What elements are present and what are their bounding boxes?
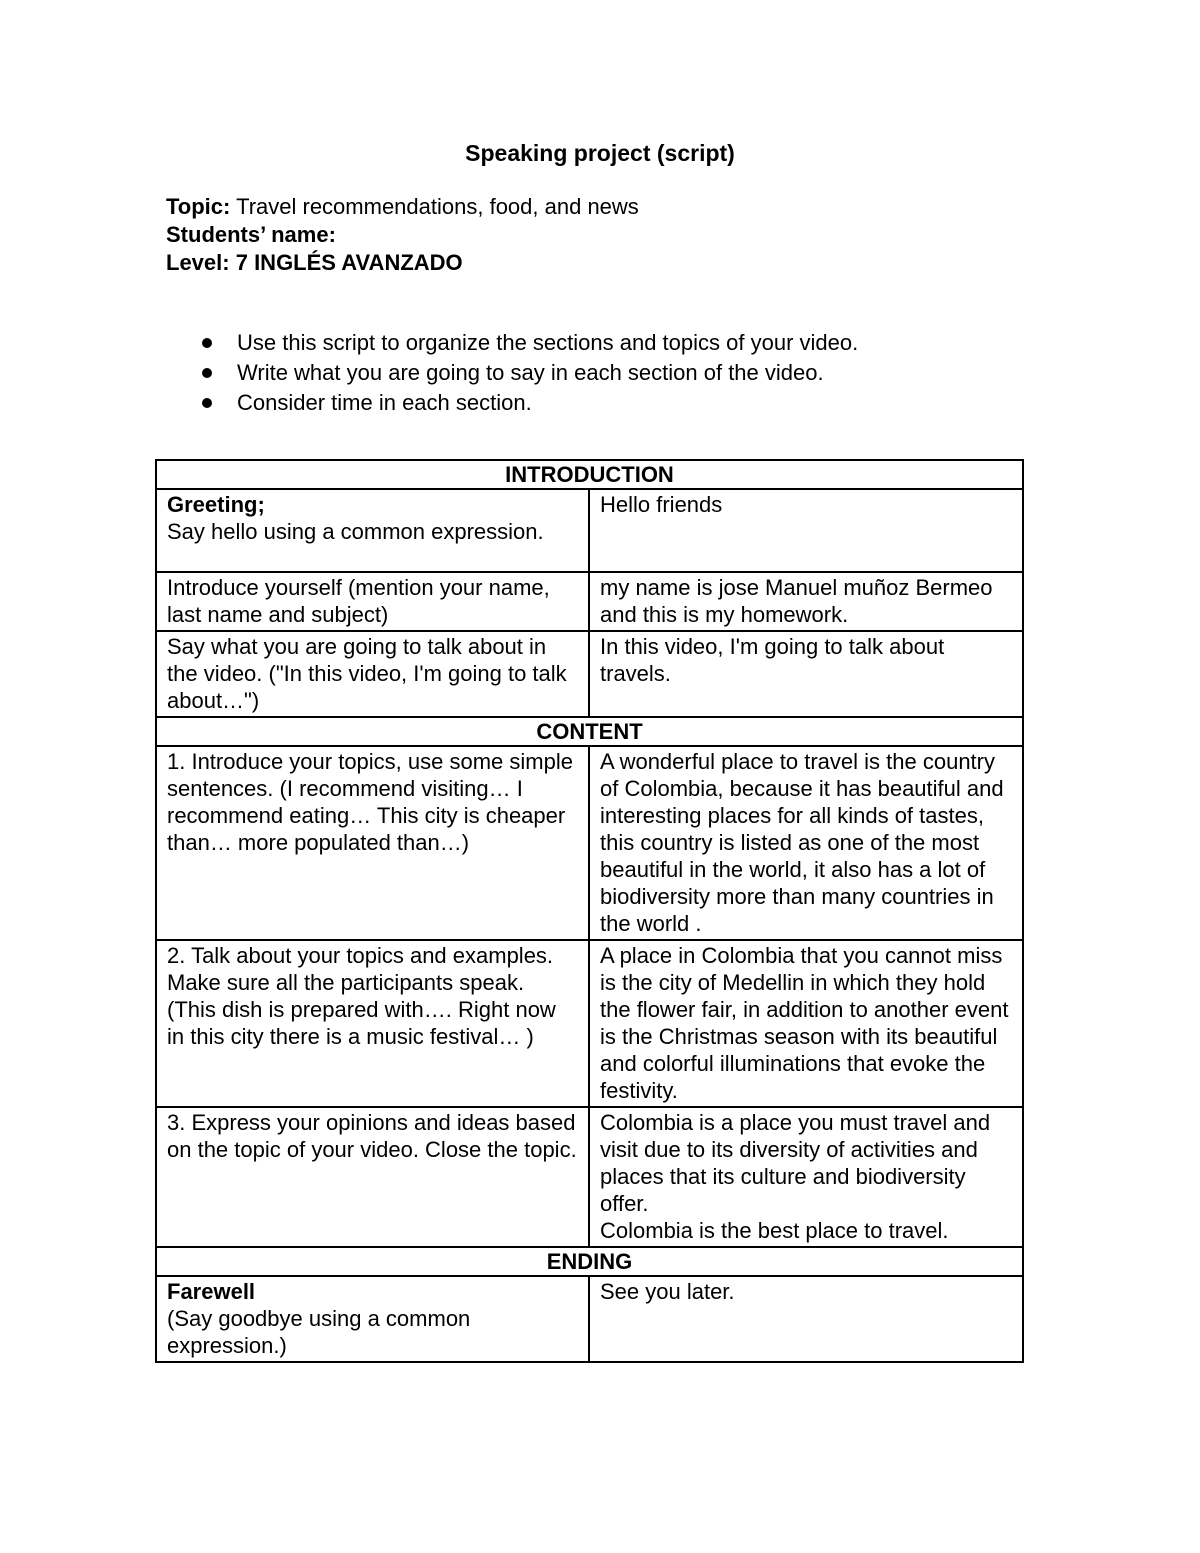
answer-text: Colombia is a place you must travel and visit due to its diversity of activities and places that its culture and biodiversity offer. (600, 1110, 991, 1216)
answer-cell (589, 572, 1023, 631)
answer-cell (589, 940, 1023, 1107)
level-line (166, 249, 639, 277)
content-header: CONTENT (156, 717, 1023, 746)
section-header-row (156, 1247, 1023, 1276)
instruction-text: Write what you are going to say in each section of the video. (237, 360, 824, 385)
ending-header: ENDING (156, 1247, 1023, 1276)
list-item (166, 388, 858, 418)
prompt-cell (156, 1107, 589, 1247)
level-value: 7 INGLÉS AVANZADO (235, 250, 463, 275)
page-title: Speaking project (script) (465, 140, 735, 166)
topic-line (166, 193, 639, 221)
prompt-text: 1. Introduce your topics, use some simple sentences. (I recommend visiting… I recommend eating… This city is cheaper than… more populated than…) (167, 749, 573, 855)
bullet-icon (202, 338, 212, 348)
script-table (155, 459, 1024, 1363)
prompt-text: Say hello using a common expression. (167, 519, 544, 544)
instruction-text: Use this script to organize the sections and topics of your video. (237, 330, 859, 355)
answer-closing-text: Colombia is the best place to travel. (600, 1218, 949, 1243)
prompt-cell (156, 631, 589, 717)
prompt-text: Say what you are going to talk about in the video. ("In this video, I'm going to talk about…") (167, 634, 567, 713)
answer-text: In this video, I'm going to talk about travels. (600, 634, 945, 686)
instruction-text: Consider time in each section. (237, 390, 532, 415)
document-meta (166, 193, 639, 277)
bullet-icon (202, 368, 212, 378)
topic-value: Travel recommendations, food, and news (236, 194, 639, 219)
prompt-cell (156, 940, 589, 1107)
list-item (166, 358, 858, 388)
prompt-cell (156, 572, 589, 631)
table-row (156, 489, 1023, 572)
prompt-cell (156, 746, 589, 940)
answer-cell (589, 1107, 1023, 1247)
section-header-row (156, 717, 1023, 746)
table-row (156, 631, 1023, 717)
table-row (156, 1107, 1023, 1247)
table-row (156, 746, 1023, 940)
introduction-header: INTRODUCTION (156, 460, 1023, 489)
topic-label: Topic: (166, 194, 231, 219)
level-label: Level: (166, 250, 230, 275)
bullet-icon (202, 398, 212, 408)
answer-text: A place in Colombia that you cannot miss is the city of Medellin in which they hold the flower fair, in addition to another event is the Christmas season with its beautiful and colorful illuminations that evoke the festivity. (600, 943, 1009, 1103)
list-item (166, 328, 858, 358)
students-label: Students’ name: (166, 222, 336, 247)
answer-text: See you later. (600, 1279, 735, 1304)
answer-cell (589, 489, 1023, 572)
answer-text: Hello friends (600, 492, 723, 517)
instructions-list (166, 328, 858, 418)
table-row (156, 1276, 1023, 1362)
answer-cell (589, 746, 1023, 940)
section-header-row (156, 460, 1023, 489)
answer-cell (589, 1276, 1023, 1362)
students-line (166, 221, 639, 249)
table-row (156, 940, 1023, 1107)
answer-text: A wonderful place to travel is the country of Colombia, because it has beautiful and interesting places for all kinds of tastes, this country is listed as one of the most beautiful in the world, it also has a lot of biodiversity more than many countries in the world . (600, 749, 1004, 936)
farewell-title: Farewell (167, 1279, 256, 1304)
greeting-title: Greeting; (167, 492, 265, 517)
prompt-text: 3. Express your opinions and ideas based on the topic of your video. Close the topic. (167, 1110, 577, 1162)
prompt-cell (156, 489, 589, 572)
answer-text: my name is jose Manuel muñoz Bermeo and this is my homework. (600, 575, 993, 627)
prompt-text: Introduce yourself (mention your name, last name and subject) (167, 575, 550, 627)
prompt-cell (156, 1276, 589, 1362)
answer-cell (589, 631, 1023, 717)
table-row (156, 572, 1023, 631)
prompt-text: 2. Talk about your topics and examples. Make sure all the participants speak. (This dish is prepared with…. Right now in this city there is a music festival… ) (167, 943, 556, 1049)
prompt-text: (Say goodbye using a common expression.) (167, 1306, 471, 1358)
